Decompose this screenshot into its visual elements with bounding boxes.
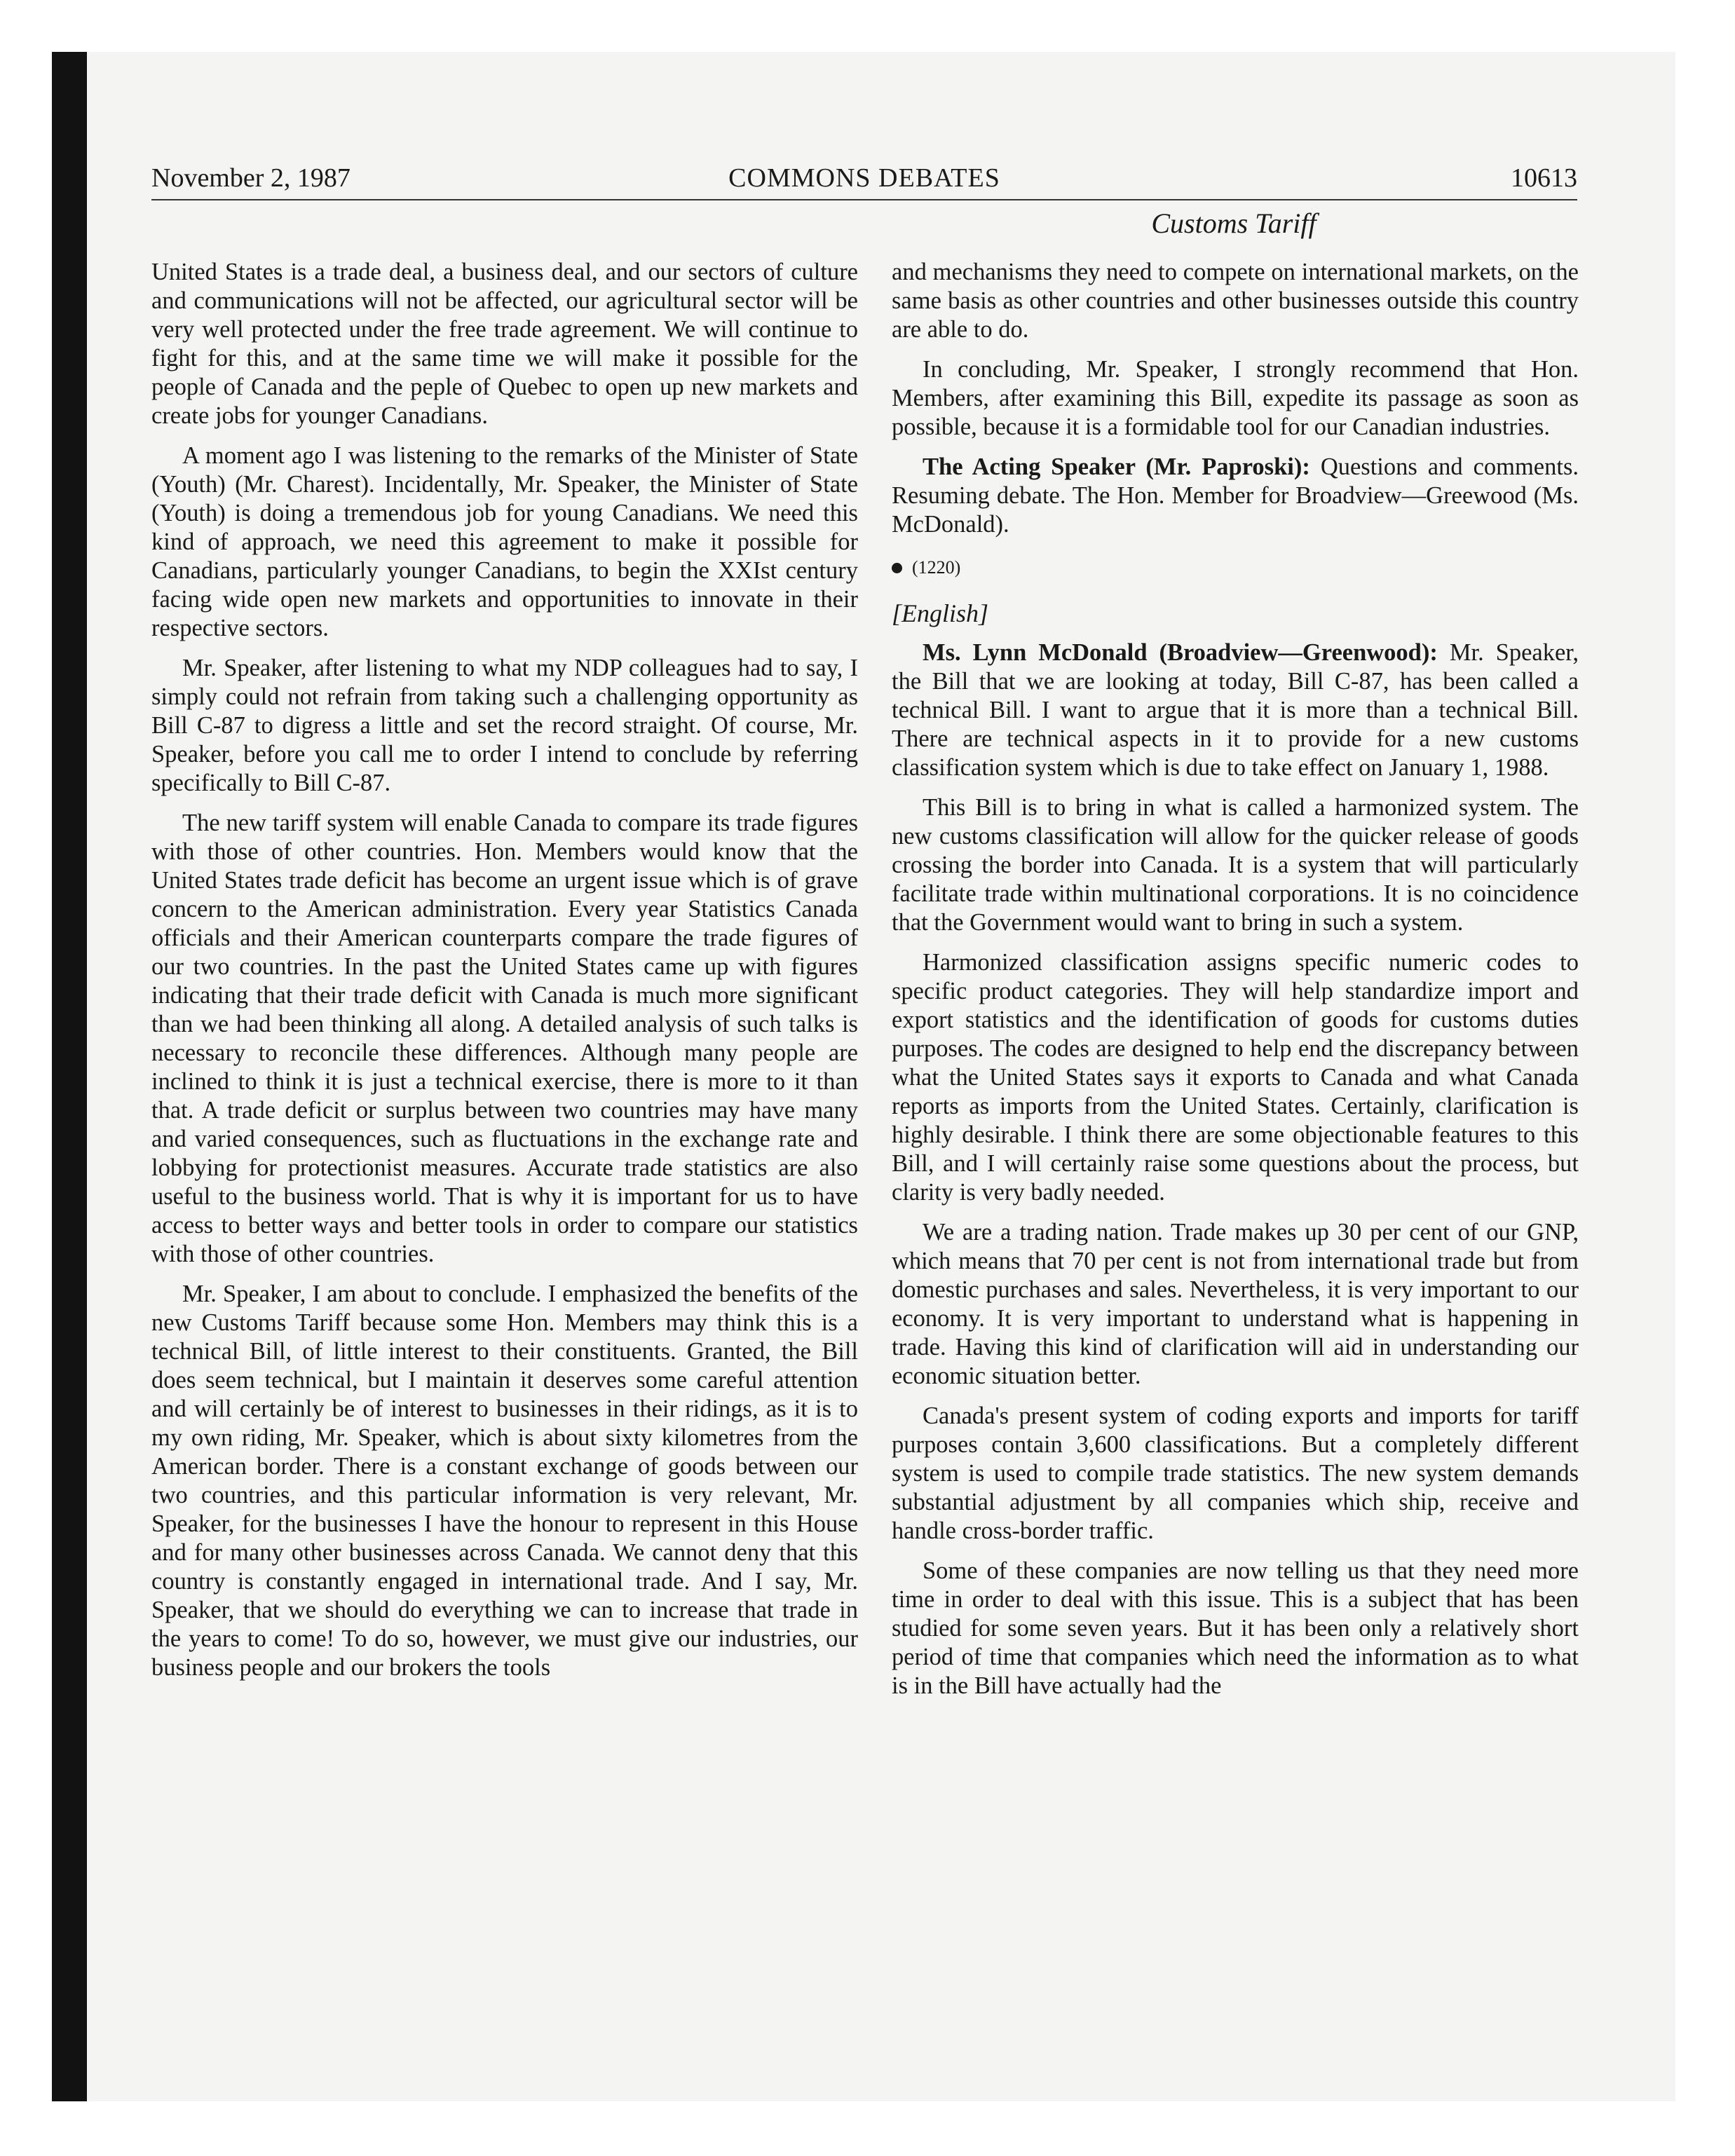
- paragraph: A moment ago I was listening to the remarks of the Minister of State (Youth) (Mr. Charest). Incidentally, Mr. Speaker, the Minister of State (Youth) is doing a tremendous job for young Canadians. We need this kind of approach, we need this agreement to make it possible for Canadians, particularly younger Canadians, to begin the XXIst century facing wide open new markets and opportunities to innovate in their respective sectors.: [151, 442, 858, 641]
- paragraph: Mr. Speaker, after listening to what my NDP colleagues had to say, I simply could not refrain from taking such a challenging opportunity as Bill C-87 to digress a little and set the record straight. Of course, Mr. Speaker, before you call me to order I intend to conclude by referring specifically to Bill C-87.: [151, 655, 858, 796]
- language-marker: [English]: [892, 599, 989, 627]
- header-page-number: 10613: [1511, 163, 1577, 193]
- running-head: [151, 160, 1577, 200]
- paragraph: This Bill is to bring in what is called a harmonized system. The new customs classification will allow for the quicker release of goods crossing the border into Canada. It is a system that will particularly facilitate trade within multinational corporations. It is no coincidence that the Government would want to bring in such a system.: [892, 794, 1579, 936]
- paragraph: Some of these companies are now telling us that they need more time in order to deal with this issue. This is a subject that has been studied for some seven years. But it has been only a relatively short period of time that companies which need the information as to what is in the Bill have actually had the: [892, 1557, 1579, 1699]
- paragraph: The new tariff system will enable Canada to compare its trade figures with those of other countries. Hon. Members would know that the United States trade deficit has become an urgent issue which is of grave concern to the American administration. Every year Statistics Canada officials and their American counterparts compare the trade figures of our two countries. In the past the United States came up with figures indicating that their trade deficit with Canada is much more significant than we had been thinking all along. A detailed analysis of such talks is necessary to reconcile these differences. Although many people are inclined to think it is just a technical exercise, there is more to it than that. A trade deficit or surplus between two countries may have many and varied consequences, such as fluctuations in the exchange rate and lobbying for protectionist measures. Accurate trade statistics are also useful to the business world. That is why it is important for us to have access to better ways and better tools in order to compare our statistics with those of other countries.: [151, 810, 858, 1267]
- paragraph: In concluding, Mr. Speaker, I strongly recommend that Hon. Members, after examining this Bill, expedite its passage as soon as possible, because it is a formidable tool for our Canadian industries.: [892, 356, 1579, 440]
- speech-paragraph: [892, 639, 1579, 782]
- paragraph: and mechanisms they need to compete on international markets, on the same basis as other countries and other businesses outside this country are able to do.: [892, 259, 1579, 343]
- paragraph: United States is a trade deal, a business deal, and our sectors of culture and communications will not be affected, our agricultural sector will be very well protected under the free trade agreement. We will continue to fight for this, and at the same time we will make it possible for the people of Canada and the peple of Quebec to open up new markets and create jobs for younger Canadians.: [151, 259, 858, 429]
- right-column: [892, 258, 1579, 1712]
- speech-paragraph: [892, 453, 1579, 539]
- header-date: November 2, 1987: [151, 163, 351, 193]
- timestamp: (1220): [912, 557, 961, 578]
- speech-text: Mr. Speaker, the Bill that we are looking at today, Bill C-87, has been called a technical Bill. I want to argue that it is more than a technical Bill. There are technical aspects in it to provide for a new customs classification system which is due to take effect on January 1, 1988.: [892, 639, 1579, 781]
- paragraph: Mr. Speaker, I am about to conclude. I emphasized the benefits of the new Customs Tariff because some Hon. Members may think this is a technical Bill, of little interest to their constituents. Granted, the Bill does seem technical, but I maintain it deserves some careful attention and will certainly be of interest to businesses in their ridings, as it is to my own riding, Mr. Speaker, which is about sixty kilometres from the American border. There is a constant exchange of goods between our two countries, and this particular information is very relevant, Mr. Speaker, for the businesses I have the honour to represent in this House and for many other businesses across Canada. We cannot deny that this country is constantly engaged in international trade. And I say, Mr. Speaker, that we should do everything we can to increase that trade in the years to come! To do so, however, we must give our industries, our business people and our brokers the tools: [151, 1281, 858, 1681]
- header-title: COMMONS DEBATES: [728, 163, 1000, 193]
- paragraph: Harmonized classification assigns specific numeric codes to specific product categories. They will help standardize import and export statistics and the identification of goods for customs duties purposes. The codes are designed to help end the discrepancy between what the United States says it exports to Canada and what Canada reports as imports from the United States. Certainly, clarification is highly desirable. I think there are some objectionable features to this Bill, and I will certainly raise some questions about the process, but clarity is very badly needed.: [892, 949, 1579, 1206]
- left-column: [151, 258, 858, 1693]
- subject-heading: Customs Tariff: [1151, 207, 1316, 239]
- speaker-name: Ms. Lynn McDonald (Broadview—Greenwood):: [923, 639, 1438, 666]
- paragraph: We are a trading nation. Trade makes up 30 per cent of our GNP, which means that 70 per cent is not from international trade but from domestic purchases and sales. Nevertheless, it is very important to our economy. It is very important to understand what is happening in trade. Having this kind of clarification will aid in understanding our economic situation better.: [892, 1219, 1579, 1389]
- speaker-name: The Acting Speaker (Mr. Paproski):: [923, 453, 1310, 480]
- scan-edge-bar: [52, 52, 87, 2101]
- time-marker: [892, 557, 1579, 578]
- bullet-icon: [892, 563, 902, 573]
- paragraph: Canada's present system of coding exports and imports for tariff purposes contain 3,600 classifications. But a completely different system is used to compile trade statistics. The new system demands substantial adjustment by all companies which ship, receive and handle cross-border traffic.: [892, 1403, 1579, 1544]
- speech-text: Questions and comments. Resuming debate. The Hon. Member for Broadview—Greewood (Ms. McDonald).: [892, 453, 1579, 538]
